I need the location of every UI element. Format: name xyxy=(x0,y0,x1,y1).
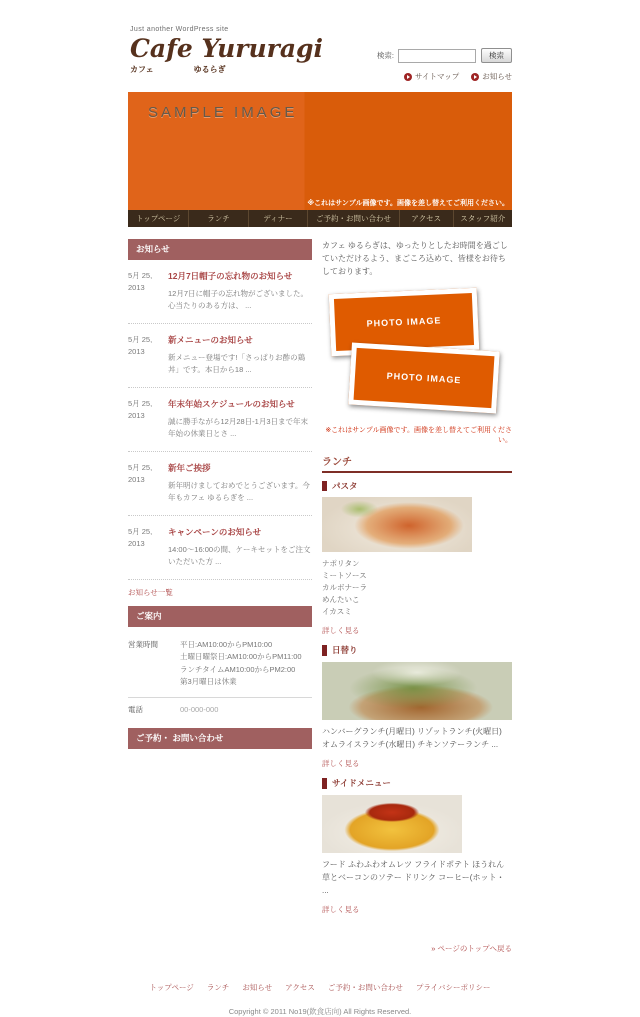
intro-text: カフェ ゆるらぎは、ゆったりとしたお時間を過ごしていただけるよう、まごころ込めて、皆様をお待ちしております。 xyxy=(322,241,508,277)
hours-line: ランチタイムAM10:00からPM2:00 xyxy=(180,664,296,674)
footer-link[interactable]: ランチ xyxy=(206,983,230,993)
news-date xyxy=(128,462,168,504)
side-subheading: サイドメニュー xyxy=(322,778,512,789)
news-date-line1: 5月 25, xyxy=(128,335,153,344)
hours-line: 平日:AM10:00からPM10:00 xyxy=(180,640,273,649)
news-excerpt: 14:00～16:00の間、ケーキセットをご注文いただいた方 ... xyxy=(168,545,311,566)
site-tagline: Just another WordPress site xyxy=(130,26,229,33)
nav-item[interactable]: ご予約・お問い合わせ xyxy=(307,210,399,227)
menu-section-side xyxy=(322,778,512,924)
sidebar-column xyxy=(128,239,312,956)
daily-subheading: 日替り xyxy=(322,645,512,656)
pasta-menu-item: ミートソース xyxy=(322,571,367,581)
nav-item[interactable]: アクセス xyxy=(399,210,453,227)
pasta-menu-list xyxy=(322,558,512,618)
tel-value: 00-000-000 xyxy=(180,704,219,714)
news-date-line2: 2013 xyxy=(128,474,145,484)
nav-item[interactable]: トップページ xyxy=(135,214,181,223)
search-input[interactable] xyxy=(398,49,476,63)
daily-detail-link[interactable]: 詳しく見る xyxy=(322,759,360,769)
site-logo[interactable]: Cafe Yururagi xyxy=(130,34,324,63)
quick-links xyxy=(377,71,512,82)
pasta-photo xyxy=(322,497,472,552)
news-excerpt: 新年明けましておめでとうございます。今年もカフェ ゆるらぎを ... xyxy=(168,481,310,502)
page-container xyxy=(128,0,512,1017)
news-list xyxy=(128,260,312,580)
news-date-line1: 5月 25, xyxy=(128,527,153,536)
news-content xyxy=(168,462,312,504)
news-content xyxy=(168,270,312,312)
search-label: 検索: xyxy=(376,51,394,60)
news-section-header: お知らせ xyxy=(128,239,312,260)
photo-placeholder-label: PHOTO IMAGE xyxy=(366,314,442,329)
news-date-line1: 5月 25, xyxy=(128,463,153,472)
side-description: フード ふわふわオムレツ フライドポテト ほうれん草とベーコンのソテー ドリンク コーヒー(ホット・ ... xyxy=(322,860,505,895)
nav-item[interactable]: ランチ xyxy=(188,210,247,227)
photo-sample-note: ※これはサンプル画像です。画像を差し替えてご利用ください。 xyxy=(325,426,512,444)
pasta-menu-item: イカスミ xyxy=(322,607,352,617)
pasta-menu-item: ナポリタン xyxy=(322,559,360,569)
content-columns xyxy=(128,239,512,956)
pasta-subheading: パスタ xyxy=(322,481,512,492)
hero-sample-text: SAMPLE IMAGE xyxy=(148,104,298,121)
hours-line: 土曜日曜祭日:AM10:00からPM11:00 xyxy=(180,652,302,662)
quick-link[interactable] xyxy=(404,71,459,82)
news-date-line2: 2013 xyxy=(128,282,145,292)
hours-line: 第3月曜日は休業 xyxy=(180,677,237,687)
lunch-heading: ランチ xyxy=(322,445,512,473)
footer-link[interactable]: アクセス xyxy=(285,983,315,993)
news-title-link[interactable]: 年末年始スケジュールのお知らせ xyxy=(168,399,295,409)
news-date-line2: 2013 xyxy=(128,346,145,356)
news-item xyxy=(128,260,312,324)
footer-link[interactable]: ご予約・お問い合わせ xyxy=(327,983,403,993)
tel-label: 電話 xyxy=(128,704,143,714)
hours-value xyxy=(180,639,312,689)
news-date-line1: 5月 25, xyxy=(128,271,153,280)
quick-link-label: サイトマップ xyxy=(415,72,460,81)
footer-nav xyxy=(128,982,512,993)
pasta-detail-link[interactable]: 詳しく見る xyxy=(322,626,360,636)
hero-banner xyxy=(128,92,512,210)
nav-item[interactable]: スタッフ紹介 xyxy=(453,210,512,227)
quick-link[interactable] xyxy=(471,71,512,82)
footer-link[interactable]: トップページ xyxy=(149,983,194,993)
back-to-top xyxy=(322,938,512,956)
news-date xyxy=(128,270,168,312)
guide-info xyxy=(128,627,312,724)
news-item xyxy=(128,516,312,580)
news-date xyxy=(128,334,168,376)
site-header xyxy=(128,36,512,86)
search-form xyxy=(377,48,512,63)
pasta-menu-item: めんたいこ xyxy=(322,595,360,605)
quick-link-label: お知らせ xyxy=(482,72,512,81)
news-date xyxy=(128,526,168,568)
hero-note: ※これはサンプル画像です。画像を差し替えてご利用ください。 xyxy=(307,200,509,207)
arrow-circle-icon xyxy=(404,73,412,81)
news-excerpt: 新メニュー登場です!「さっぱりお酢の鶏丼」です。本日から18 ... xyxy=(168,353,306,374)
reserve-section-header: ご予約・ お問い合わせ xyxy=(128,728,312,749)
pasta-menu-item: カルボナーラ xyxy=(322,583,367,593)
header-utilities xyxy=(377,48,512,82)
news-item xyxy=(128,324,312,388)
news-item xyxy=(128,388,312,452)
daily-photo xyxy=(322,662,512,720)
news-date-line2: 2013 xyxy=(128,538,145,548)
news-date-line2: 2013 xyxy=(128,410,145,420)
main-nav xyxy=(128,210,512,227)
news-content xyxy=(168,526,312,568)
news-archive-link[interactable]: お知らせ一覧 xyxy=(128,588,173,597)
news-title-link[interactable]: 新年ご挨拶 xyxy=(168,463,211,473)
tel-row xyxy=(128,697,312,724)
menu-section-pasta xyxy=(322,481,512,646)
news-content xyxy=(168,398,312,440)
news-date xyxy=(128,398,168,440)
nav-item[interactable]: ディナー xyxy=(248,210,307,227)
news-date-line1: 5月 25, xyxy=(128,399,153,408)
news-excerpt: 誠に勝手ながら12月28日-1月3日まで年末年始の休業日とさ ... xyxy=(168,417,309,438)
search-button[interactable]: 検索 xyxy=(481,48,512,63)
guide-section-header: ご案内 xyxy=(128,606,312,627)
news-item xyxy=(128,452,312,516)
main-column xyxy=(322,239,512,956)
hours-row xyxy=(128,633,312,697)
site-footer xyxy=(128,982,512,1017)
arrow-circle-icon xyxy=(471,73,479,81)
photo-placeholder-label: PHOTO IMAGE xyxy=(386,370,462,385)
footer-link[interactable]: お知らせ xyxy=(242,983,273,993)
back-to-top-link[interactable]: » ページのトップへ戻る xyxy=(431,944,512,954)
logo-jp-cafe: カフェ xyxy=(130,65,154,75)
footer-link[interactable]: プライバシーポリシー xyxy=(415,983,491,993)
logo-jp-yururagi: ゆるらぎ xyxy=(193,65,226,75)
photo-placeholder-area xyxy=(322,289,512,421)
copyright-text: Copyright © 2011 No19(飲食店向) All Rights Reserved. xyxy=(228,1007,412,1017)
news-title-link[interactable]: キャンペーンのお知らせ xyxy=(168,527,262,537)
side-detail-link[interactable]: 詳しく見る xyxy=(322,905,360,915)
daily-description: ハンバーグランチ(月曜日) リゾットランチ(火曜日) オムライスランチ(水曜日) チキンソテーランチ ... xyxy=(322,726,502,749)
news-title-link[interactable]: 新メニューのお知らせ xyxy=(168,335,253,345)
photo-placeholder-2 xyxy=(348,342,500,413)
news-excerpt: 12月7日に帽子の忘れ物がございました。心当たりのある方は、 ... xyxy=(168,289,309,310)
hours-label: 営業時間 xyxy=(128,640,158,649)
side-menu-photo xyxy=(322,795,462,853)
news-content xyxy=(168,334,312,376)
menu-section-daily xyxy=(322,645,512,778)
news-title-link[interactable]: 12月7日帽子の忘れ物のお知らせ xyxy=(168,271,293,281)
